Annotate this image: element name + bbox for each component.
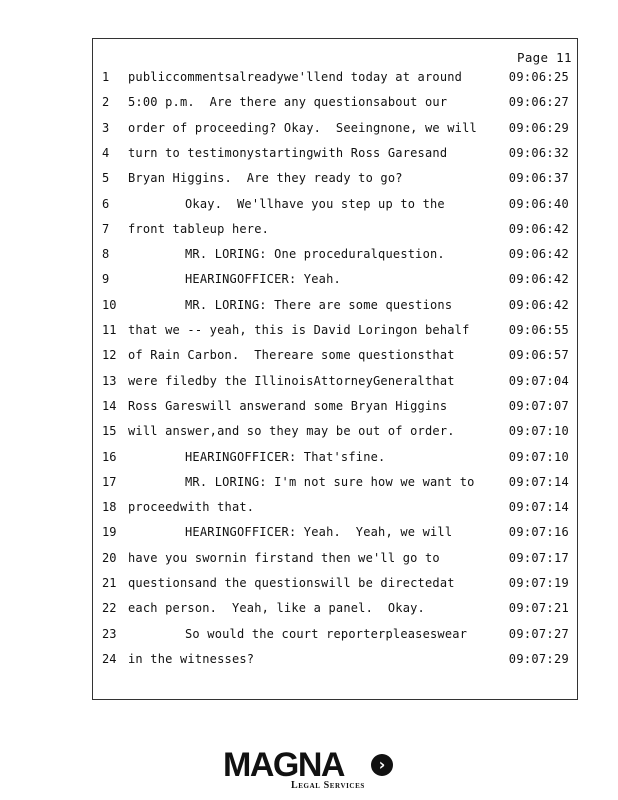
transcript-line xyxy=(0,447,618,467)
transcript-line xyxy=(0,649,618,669)
timestamp: 09:07:29 xyxy=(508,651,569,666)
transcript-line xyxy=(0,67,618,87)
line-number: 21 xyxy=(102,576,117,590)
line-text: HEARINGOFFICER: Yeah. xyxy=(185,272,341,287)
logo-subtitle: Legal Services xyxy=(291,780,365,791)
line-number: 4 xyxy=(102,145,110,160)
line-number: 1 xyxy=(102,70,110,84)
timestamp: 09:06:42 xyxy=(508,247,569,262)
transcript-line xyxy=(0,143,618,163)
line-text: Okay. We'llhave you step up to the xyxy=(185,196,445,211)
line-text: order of proceeding? Okay. Seeingnone, we will xyxy=(128,120,477,135)
line-text: that we -- yeah, this is David Loringon behalf xyxy=(128,323,470,337)
timestamp: 09:06:37 xyxy=(508,171,569,186)
timestamp: 09:06:40 xyxy=(508,196,569,211)
timestamp: 09:06:57 xyxy=(508,348,569,363)
line-number: 20 xyxy=(102,550,117,565)
line-text: were filedby the IllinoisAttorneyGeneralthat xyxy=(128,373,455,388)
line-number: 10 xyxy=(102,297,117,312)
transcript-line xyxy=(0,573,618,593)
line-text: MR. LORING: One proceduralquestion. xyxy=(185,247,445,262)
timestamp: 09:07:07 xyxy=(508,398,569,413)
arrow-circle-icon: › xyxy=(371,754,393,776)
timestamp: 09:07:19 xyxy=(508,576,569,590)
line-number: 22 xyxy=(102,601,117,616)
timestamp: 09:07:10 xyxy=(508,424,569,439)
line-number: 5 xyxy=(102,171,110,186)
transcript-line xyxy=(0,92,618,112)
transcript-line xyxy=(0,118,618,138)
line-number: 19 xyxy=(102,525,117,540)
line-text: Bryan Higgins. Are they ready to go? xyxy=(128,171,403,186)
timestamp: 09:06:25 xyxy=(508,70,569,84)
line-number: 2 xyxy=(102,95,110,110)
transcript-line xyxy=(0,320,618,340)
line-text: MR. LORING: There are some questions xyxy=(185,297,453,312)
line-text: proceedwith that. xyxy=(128,500,255,515)
line-number: 18 xyxy=(102,500,117,515)
transcript-line xyxy=(0,396,618,416)
transcript-line xyxy=(0,548,618,568)
line-text: will answer,and so they may be out of order. xyxy=(128,424,455,439)
transcript-line xyxy=(0,295,618,315)
line-text: each person. Yeah, like a panel. Okay. xyxy=(128,601,425,616)
timestamp: 09:07:27 xyxy=(508,626,569,641)
line-number: 11 xyxy=(102,323,117,337)
line-text: have you swornin firstand then we'll go to xyxy=(128,550,440,565)
timestamp: 09:06:29 xyxy=(508,120,569,135)
line-text: turn to testimonystartingwith Ross Garesand xyxy=(128,145,448,160)
line-number: 13 xyxy=(102,373,117,388)
line-number: 9 xyxy=(102,272,110,287)
timestamp: 09:06:42 xyxy=(508,297,569,312)
line-number: 15 xyxy=(102,424,117,439)
line-number: 24 xyxy=(102,651,117,666)
transcript-line xyxy=(0,497,618,517)
line-number: 7 xyxy=(102,221,110,236)
timestamp: 09:06:32 xyxy=(508,145,569,160)
line-text: HEARINGOFFICER: That'sfine. xyxy=(185,449,386,464)
transcript-line xyxy=(0,168,618,188)
timestamp: 09:07:16 xyxy=(508,525,569,540)
transcript-line xyxy=(0,269,618,289)
line-text: front tableup here. xyxy=(128,221,270,236)
transcript-line xyxy=(0,421,618,441)
line-text: MR. LORING: I'm not sure how we want to xyxy=(185,474,475,489)
transcript-line xyxy=(0,472,618,492)
transcript-line xyxy=(0,219,618,239)
transcript-line xyxy=(0,598,618,618)
timestamp: 09:07:14 xyxy=(508,500,569,515)
line-text: Ross Gareswill answerand some Bryan Higgins xyxy=(128,398,448,413)
timestamp: 09:06:42 xyxy=(508,221,569,236)
transcript-line xyxy=(0,194,618,214)
timestamp: 09:06:27 xyxy=(508,95,569,110)
line-text: of Rain Carbon. Thereare some questionsthat xyxy=(128,348,455,363)
line-number: 23 xyxy=(102,626,117,641)
timestamp: 09:07:14 xyxy=(508,474,569,489)
transcript-line xyxy=(0,624,618,644)
line-number: 17 xyxy=(102,474,117,489)
line-number: 3 xyxy=(102,120,110,135)
transcript-line xyxy=(0,522,618,542)
page-number: Page 11 xyxy=(517,50,572,65)
transcript-line xyxy=(0,371,618,391)
magna-logo xyxy=(223,746,393,792)
line-number: 16 xyxy=(102,449,117,464)
line-number: 12 xyxy=(102,348,117,363)
line-text: in the witnesses? xyxy=(128,651,255,666)
line-text: HEARINGOFFICER: Yeah. Yeah, we will xyxy=(185,525,453,540)
timestamp: 09:06:42 xyxy=(508,272,569,287)
logo-word: MAGNA xyxy=(223,746,344,784)
timestamp: 09:07:10 xyxy=(508,449,569,464)
timestamp: 09:06:55 xyxy=(508,323,569,337)
line-number: 6 xyxy=(102,196,110,211)
line-number: 8 xyxy=(102,247,110,262)
line-text: publiccommentsalreadywe'llend today at around xyxy=(128,70,463,84)
line-number: 14 xyxy=(102,398,117,413)
timestamp: 09:07:21 xyxy=(508,601,569,616)
transcript-line xyxy=(0,244,618,264)
timestamp: 09:07:04 xyxy=(508,373,569,388)
line-text: So would the court reporterpleaseswear xyxy=(185,626,468,641)
transcript-line xyxy=(0,345,618,365)
line-text: questionsand the questionswill be directedat xyxy=(128,576,455,590)
line-text: 5:00 p.m. Are there any questionsabout our xyxy=(128,95,448,110)
timestamp: 09:07:17 xyxy=(508,550,569,565)
